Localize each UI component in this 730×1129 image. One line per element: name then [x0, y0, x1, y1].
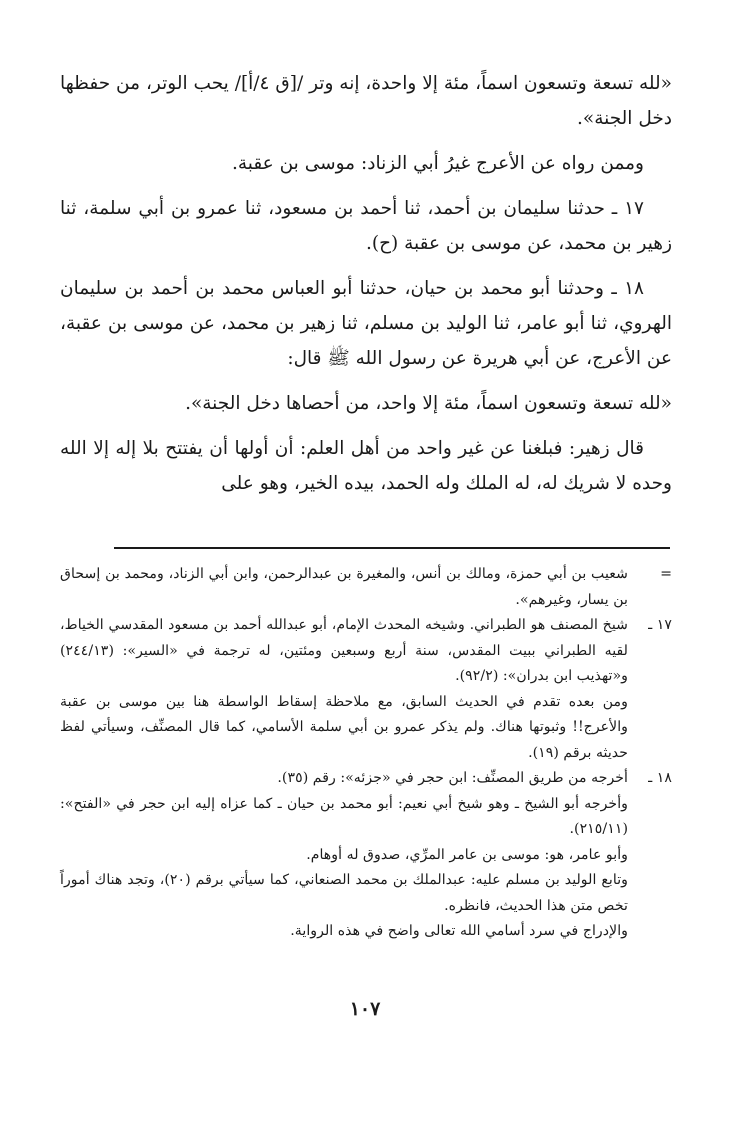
main-paragraph: «لله تسعة وتسعون اسماً، مئة إلا واحد، من أحصاها دخل الجنة». [185, 393, 672, 414]
footnote-line: شعيب بن أبي حمزة، ومالك بن أنس، والمغيرة بن عبدالرحمن، وابن أبي الزناد، ومحمد بن إسحاق بن يسار، وغيرهم». [60, 566, 628, 608]
footnote [60, 562, 672, 613]
footnote-line: والإدراج في سرد أسامي الله تعالى واضح في هذه الرواية. [290, 923, 628, 939]
footnote-divider [114, 547, 670, 549]
footnote [60, 613, 672, 766]
footnote-line: وأبو عامر، هو: موسى بن عامر المرِّي، صدوق له أوهام. [306, 846, 628, 863]
main-paragraph: «لله تسعة وتسعون اسماً، مئة إلا واحدة، إنه وتر /[ق ٤/أ]/ يحب الوتر، من حفظها دخل الجنة». [60, 73, 672, 129]
footnote-line: شيخ المصنف هو الطبراني. وشيخه المحدث الإمام، أبو عبدالله أحمد بن مسعود المقدسي الخياط، لقيه الطبراني ببيت المقدس، سنة أربع وسبعين ومئتين، له ترجمة في «السير»: (٢٤٤/١٣) و«تهذيب ابن بدران»: (٩٢/٢). [60, 617, 628, 684]
footnote-body [60, 562, 628, 613]
main-text [60, 66, 672, 511]
footnote-line: ومن بعده تقدم في الحديث السابق، مع ملاحظة إسقاط الواسطة هنا بين موسى بن عقبة والأعرج!! وثبوتها هناك. ولم يذكر عمرو بن أبي سلمة الأسامي، كما قال المصنِّف، وسيأتي لفظ حديثه برقم (١٩). [60, 693, 628, 761]
footnote-marker: ١٧ ـ [648, 617, 672, 633]
footnote-line: وأخرجه أبو الشيخ ـ وهو شيخ أبي نعيم: أبو محمد بن حيان ـ كما عزاه إليه ابن حجر في «الفتح»: (٢١٥/١١). [60, 795, 628, 837]
main-paragraph: ١٧ ـ حدثنا سليمان بن أحمد، ثنا أحمد بن مسعود، ثنا عمرو بن أبي سلمة، ثنا زهير بن محمد، عن موسى بن عقبة (ح). [60, 198, 672, 254]
footnote-body [60, 613, 628, 766]
main-paragraph: ١٨ ـ وحدثنا أبو محمد بن حيان، حدثنا أبو العباس محمد بن أحمد بن سليمان الهروي، ثنا أبو عامر، ثنا الوليد بن مسلم، ثنا زهير بن محمد، عن موسى بن عقبة، عن الأعرج، عن أبي هريرة عن رسول الله ﷺ قال: [60, 278, 672, 369]
main-paragraph: قال زهير: فبلغنا عن غير واحد من أهل العلم: أن أولها أن يفتتح بلا إله إلا الله وحده لا شريك له، له الملك وله الحمد، بيده الخير، وهو على [60, 438, 672, 494]
footnote-body [60, 766, 628, 945]
page-number: ١٠٧ [349, 998, 381, 1020]
footnote [60, 766, 672, 945]
footnotes [60, 562, 672, 945]
footnote-line: أخرجه من طريق المصنِّف: ابن حجر في «جزئه»: رقم (٣٥). [277, 770, 628, 786]
footnote-line: وتابع الوليد بن مسلم عليه: عبدالملك بن محمد الصنعاني، كما سيأتي برقم (٢٠)، وتجد هناك أموراً تخص متن هذا الحديث، فانظره. [60, 872, 628, 914]
main-paragraph: وممن رواه عن الأعرج غيرُ أبي الزناد: موسى بن عقبة. [231, 153, 644, 174]
footnote-marker: = [660, 566, 672, 582]
footnote-marker: ١٨ ـ [648, 770, 672, 786]
